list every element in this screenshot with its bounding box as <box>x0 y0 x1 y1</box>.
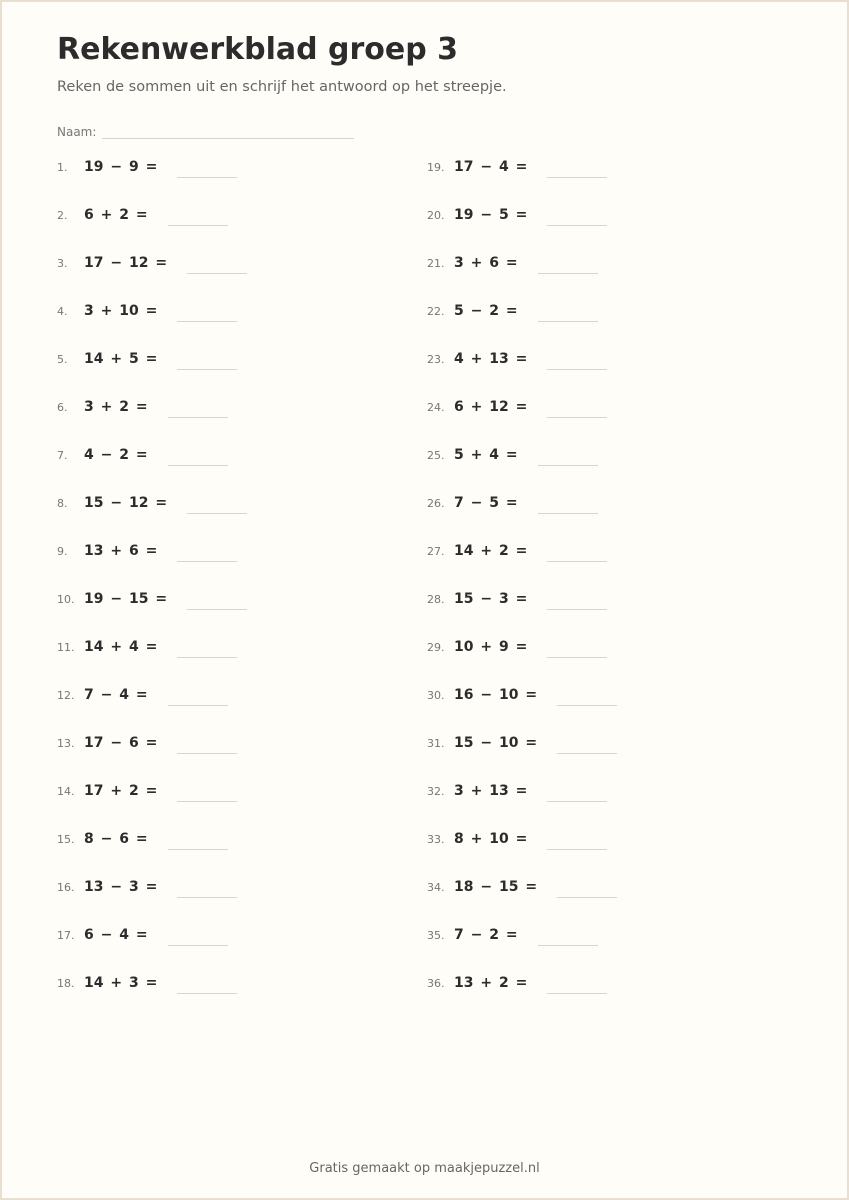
answer-blank[interactable] <box>547 828 607 850</box>
problem-row <box>57 972 357 1020</box>
problem-number: 26. <box>427 497 445 510</box>
problem-row <box>427 204 727 252</box>
problem-expression: 19 − 15 = <box>84 591 168 607</box>
answer-blank[interactable] <box>177 972 237 994</box>
answer-blank[interactable] <box>177 540 237 562</box>
problem-expression: 4 + 13 = <box>454 351 528 367</box>
problem-number: 34. <box>427 881 445 894</box>
answer-blank[interactable] <box>177 348 237 370</box>
problem-expression: 10 + 9 = <box>454 639 528 655</box>
footer-credit: Gratis gemaakt op maakjepuzzel.nl <box>309 1161 540 1176</box>
name-label: Naam: <box>57 125 97 139</box>
answer-blank[interactable] <box>538 492 598 514</box>
answer-blank[interactable] <box>557 732 617 754</box>
problem-number: 24. <box>427 401 445 414</box>
problem-number: 8. <box>57 497 68 510</box>
problem-expression: 14 + 4 = <box>84 639 158 655</box>
problem-expression: 3 + 13 = <box>454 783 528 799</box>
answer-blank[interactable] <box>168 204 228 226</box>
name-field[interactable] <box>102 138 354 139</box>
problem-row <box>57 252 357 300</box>
problem-number: 31. <box>427 737 445 750</box>
problem-row <box>427 876 727 924</box>
problem-expression: 16 − 10 = <box>454 687 538 703</box>
problem-expression: 18 − 15 = <box>454 879 538 895</box>
problem-row <box>57 780 357 828</box>
problem-expression: 6 + 2 = <box>84 207 148 223</box>
answer-blank[interactable] <box>547 780 607 802</box>
answer-blank[interactable] <box>177 780 237 802</box>
answer-blank[interactable] <box>177 156 237 178</box>
problem-number: 5. <box>57 353 68 366</box>
problem-number: 15. <box>57 833 75 846</box>
instruction-text: Reken de sommen uit en schrijf het antwoord op het streepje. <box>57 79 507 95</box>
problem-number: 11. <box>57 641 75 654</box>
answer-blank[interactable] <box>547 396 607 418</box>
problem-row <box>427 972 727 1020</box>
problem-number: 27. <box>427 545 445 558</box>
problem-row <box>427 252 727 300</box>
answer-blank[interactable] <box>177 300 237 322</box>
problem-expression: 17 − 4 = <box>454 159 528 175</box>
problem-expression: 15 − 10 = <box>454 735 538 751</box>
problem-number: 14. <box>57 785 75 798</box>
problem-expression: 14 + 2 = <box>454 543 528 559</box>
problem-expression: 3 + 10 = <box>84 303 158 319</box>
problem-row <box>427 684 727 732</box>
problem-expression: 17 − 12 = <box>84 255 168 271</box>
answer-blank[interactable] <box>538 252 598 274</box>
answer-blank[interactable] <box>168 396 228 418</box>
problem-expression: 6 − 4 = <box>84 927 148 943</box>
problem-expression: 8 − 6 = <box>84 831 148 847</box>
problem-row <box>57 924 357 972</box>
problem-expression: 8 + 10 = <box>454 831 528 847</box>
problem-number: 2. <box>57 209 68 222</box>
problem-number: 32. <box>427 785 445 798</box>
problem-row <box>427 732 727 780</box>
problem-number: 23. <box>427 353 445 366</box>
answer-blank[interactable] <box>547 588 607 610</box>
problem-expression: 19 − 5 = <box>454 207 528 223</box>
answer-blank[interactable] <box>168 924 228 946</box>
problem-row <box>57 300 357 348</box>
problem-number: 25. <box>427 449 445 462</box>
answer-blank[interactable] <box>538 924 598 946</box>
problem-number: 29. <box>427 641 445 654</box>
problem-number: 3. <box>57 257 68 270</box>
answer-blank[interactable] <box>187 588 247 610</box>
problem-expression: 6 + 12 = <box>454 399 528 415</box>
problem-row <box>427 588 727 636</box>
problem-row <box>57 684 357 732</box>
answer-blank[interactable] <box>557 684 617 706</box>
problem-expression: 7 − 4 = <box>84 687 148 703</box>
answer-blank[interactable] <box>177 636 237 658</box>
answer-blank[interactable] <box>547 348 607 370</box>
problem-row <box>427 540 727 588</box>
problem-row <box>427 828 727 876</box>
answer-blank[interactable] <box>547 540 607 562</box>
problem-row <box>57 732 357 780</box>
problem-row <box>427 396 727 444</box>
problem-row <box>427 300 727 348</box>
answer-blank[interactable] <box>538 300 598 322</box>
problem-expression: 15 − 3 = <box>454 591 528 607</box>
problem-expression: 19 − 9 = <box>84 159 158 175</box>
answer-blank[interactable] <box>187 492 247 514</box>
problem-expression: 3 + 2 = <box>84 399 148 415</box>
problem-expression: 7 − 2 = <box>454 927 518 943</box>
problem-row <box>57 444 357 492</box>
problem-number: 22. <box>427 305 445 318</box>
problem-row <box>57 636 357 684</box>
answer-blank[interactable] <box>547 636 607 658</box>
problem-expression: 5 + 4 = <box>454 447 518 463</box>
problem-number: 18. <box>57 977 75 990</box>
problem-expression: 17 + 2 = <box>84 783 158 799</box>
problem-number: 12. <box>57 689 75 702</box>
problem-number: 28. <box>427 593 445 606</box>
problem-expression: 17 − 6 = <box>84 735 158 751</box>
problem-number: 35. <box>427 929 445 942</box>
problem-row <box>57 492 357 540</box>
answer-blank[interactable] <box>168 444 228 466</box>
problem-number: 19. <box>427 161 445 174</box>
problem-expression: 7 − 5 = <box>454 495 518 511</box>
problem-number: 10. <box>57 593 75 606</box>
problem-row <box>427 636 727 684</box>
problem-expression: 4 − 2 = <box>84 447 148 463</box>
problem-expression: 13 − 3 = <box>84 879 158 895</box>
problem-row <box>57 540 357 588</box>
problem-expression: 14 + 5 = <box>84 351 158 367</box>
answer-blank[interactable] <box>187 252 247 274</box>
problems-column-right <box>427 156 727 1020</box>
problem-expression: 14 + 3 = <box>84 975 158 991</box>
answer-blank[interactable] <box>538 444 598 466</box>
problem-number: 6. <box>57 401 68 414</box>
problem-expression: 5 − 2 = <box>454 303 518 319</box>
problem-number: 36. <box>427 977 445 990</box>
page-title: Rekenwerkblad groep 3 <box>57 32 459 67</box>
problem-number: 9. <box>57 545 68 558</box>
problem-number: 1. <box>57 161 68 174</box>
problem-row <box>57 396 357 444</box>
problem-row <box>57 828 357 876</box>
answer-blank[interactable] <box>168 828 228 850</box>
name-row <box>57 124 354 140</box>
problem-number: 17. <box>57 929 75 942</box>
problem-row <box>427 156 727 204</box>
problem-row <box>57 876 357 924</box>
problem-row <box>427 492 727 540</box>
problem-row <box>427 348 727 396</box>
problem-number: 30. <box>427 689 445 702</box>
answer-blank[interactable] <box>168 684 228 706</box>
problem-number: 4. <box>57 305 68 318</box>
problem-number: 7. <box>57 449 68 462</box>
problem-expression: 13 + 2 = <box>454 975 528 991</box>
problem-row <box>57 588 357 636</box>
problems-column-left <box>57 156 357 1020</box>
problem-number: 20. <box>427 209 445 222</box>
answer-blank[interactable] <box>547 972 607 994</box>
answer-blank[interactable] <box>177 732 237 754</box>
answer-blank[interactable] <box>557 876 617 898</box>
problem-number: 21. <box>427 257 445 270</box>
problem-row <box>427 444 727 492</box>
problem-row <box>57 156 357 204</box>
answer-blank[interactable] <box>177 876 237 898</box>
problem-row <box>427 780 727 828</box>
problem-row <box>427 924 727 972</box>
problem-number: 13. <box>57 737 75 750</box>
problem-row <box>57 204 357 252</box>
problem-number: 16. <box>57 881 75 894</box>
problem-row <box>57 348 357 396</box>
problem-expression: 13 + 6 = <box>84 543 158 559</box>
problem-expression: 3 + 6 = <box>454 255 518 271</box>
problem-number: 33. <box>427 833 445 846</box>
answer-blank[interactable] <box>547 156 607 178</box>
problem-expression: 15 − 12 = <box>84 495 168 511</box>
answer-blank[interactable] <box>547 204 607 226</box>
